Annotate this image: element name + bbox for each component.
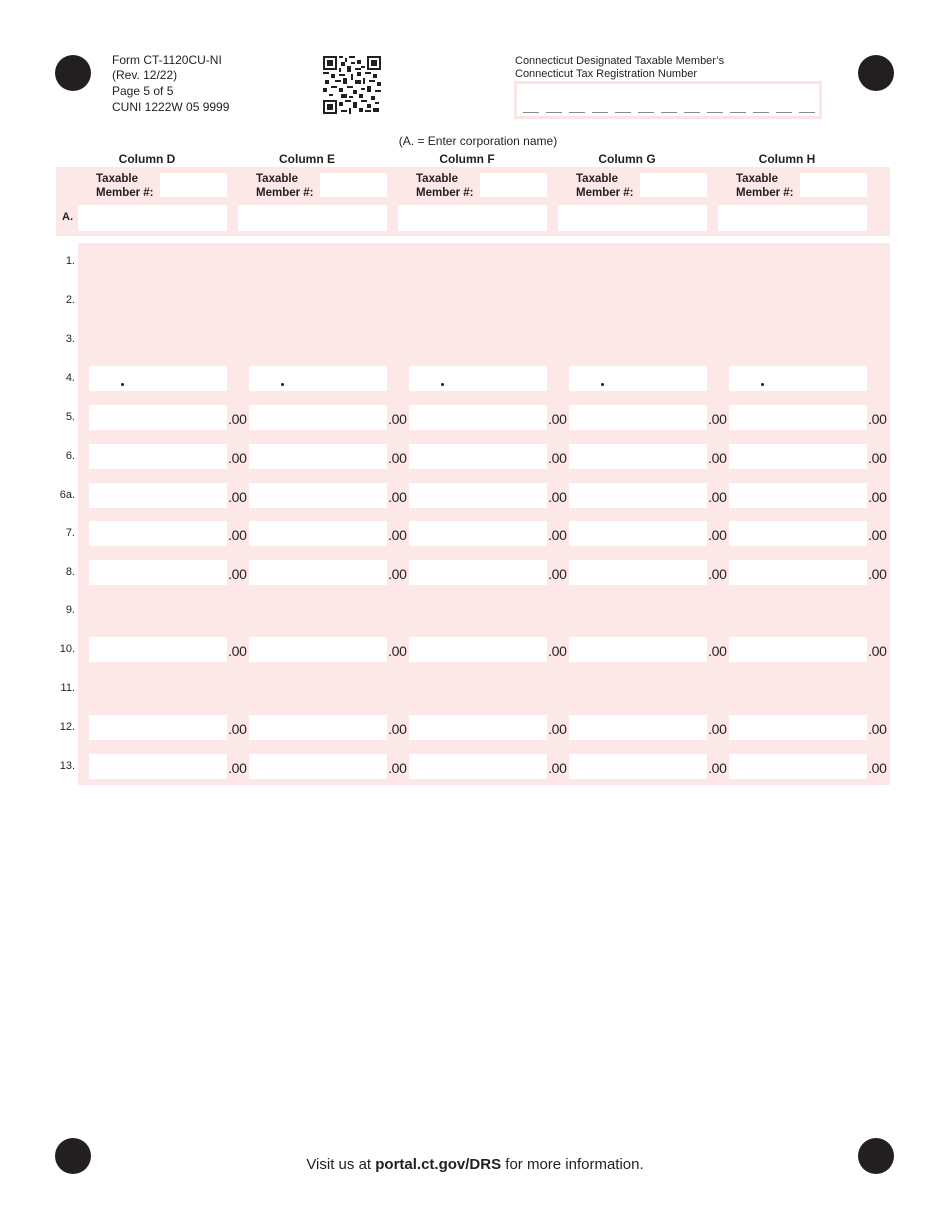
line-12-g-cents: .00: [708, 721, 727, 737]
line-6-d-cents: .00: [228, 450, 247, 466]
decimal-point: [441, 383, 444, 386]
corporation-name-field-f[interactable]: [398, 205, 547, 231]
line-6a-g-field[interactable]: [569, 483, 707, 508]
registration-number-label-line1: Connecticut Designated Taxable Member’s: [515, 55, 725, 67]
line-12-d-cents: .00: [228, 721, 247, 737]
corporation-name-note: (A. = Enter corporation name): [398, 134, 558, 148]
line-number-6: 6.: [65, 450, 75, 462]
footer: [0, 1156, 950, 1173]
line-7-f-cents: .00: [548, 527, 567, 543]
taxable-member-label-g: Taxable Member #:: [576, 173, 634, 199]
corporation-name-field-e[interactable]: [238, 205, 387, 231]
line-6-e-field[interactable]: [249, 444, 387, 469]
line-8-h-cents: .00: [868, 566, 887, 582]
line-5-e-field[interactable]: [249, 405, 387, 430]
line-number-1: 1.: [65, 255, 75, 267]
line-8-d-field[interactable]: [89, 560, 227, 585]
line-6a-f-cents: .00: [548, 489, 567, 505]
taxable-member-label-h: Taxable Member #:: [736, 173, 794, 199]
line-4-e-field[interactable]: [249, 366, 387, 391]
line-13-e-cents: .00: [388, 760, 407, 776]
line-number-11: 11.: [60, 682, 75, 694]
column-header-e: Column E: [279, 152, 335, 166]
column-header-f: Column F: [439, 152, 495, 166]
form-id: Form CT-1120CU-NI: [112, 53, 222, 67]
line-10-e-field[interactable]: [249, 637, 387, 662]
line-6a-d-cents: .00: [228, 489, 247, 505]
footer-url[interactable]: portal.ct.gov/DRS: [375, 1156, 502, 1173]
line-12-e-field[interactable]: [249, 715, 387, 740]
line-7-d-cents: .00: [228, 527, 247, 543]
line-6a-f-field[interactable]: [409, 483, 547, 508]
page-number: Page 5 of 5: [112, 84, 174, 98]
line-12-h-cents: .00: [868, 721, 887, 737]
line-number-8: 8.: [65, 566, 75, 578]
qr-code: [323, 56, 381, 114]
line-5-f-field[interactable]: [409, 405, 547, 430]
line-12-g-field[interactable]: [569, 715, 707, 740]
line-5-d-field[interactable]: [89, 405, 227, 430]
corporation-name-field-g[interactable]: [558, 205, 707, 231]
line-5-f-cents: .00: [548, 411, 567, 427]
line-6-d-field[interactable]: [89, 444, 227, 469]
corporation-name-field-h[interactable]: [718, 205, 867, 231]
line-4-h-field[interactable]: [729, 366, 867, 391]
line-number-3: 3.: [65, 333, 75, 345]
line-13-h-field[interactable]: [729, 754, 867, 779]
line-10-g-field[interactable]: [569, 637, 707, 662]
line-10-f-cents: .00: [548, 643, 567, 659]
registration-number-label-line2: Connecticut Tax Registration Number: [515, 68, 697, 80]
line-5-h-field[interactable]: [729, 405, 867, 430]
taxable-member-field-f[interactable]: [480, 173, 547, 197]
line-8-f-cents: .00: [548, 566, 567, 582]
column-header-g: Column G: [598, 152, 656, 166]
line-6-e-cents: .00: [388, 450, 407, 466]
line-number-13: 13.: [59, 760, 75, 772]
line-number-5: 5.: [65, 411, 75, 423]
decimal-point: [761, 383, 764, 386]
decimal-point: [121, 383, 124, 386]
line-4-f-field[interactable]: [409, 366, 547, 391]
line-6-f-cents: .00: [548, 450, 567, 466]
line-items-band: [78, 243, 890, 785]
line-5-h-cents: .00: [868, 411, 887, 427]
line-6a-g-cents: .00: [708, 489, 727, 505]
line-12-d-field[interactable]: [89, 715, 227, 740]
line-6-h-field[interactable]: [729, 444, 867, 469]
line-5-g-cents: .00: [708, 411, 727, 427]
line-8-g-field[interactable]: [569, 560, 707, 585]
line-10-h-field[interactable]: [729, 637, 867, 662]
row-a-label: A.: [62, 211, 73, 223]
column-header-h: Column H: [758, 152, 816, 166]
line-13-d-field[interactable]: [89, 754, 227, 779]
line-7-g-field[interactable]: [569, 521, 707, 546]
line-7-h-field[interactable]: [729, 521, 867, 546]
line-5-d-cents: .00: [228, 411, 247, 427]
line-7-f-field[interactable]: [409, 521, 547, 546]
line-7-h-cents: .00: [868, 527, 887, 543]
line-5-e-cents: .00: [388, 411, 407, 427]
form-revision: (Rev. 12/22): [112, 68, 178, 82]
line-10-f-field[interactable]: [409, 637, 547, 662]
line-6a-d-field[interactable]: [89, 483, 227, 508]
line-number-7: 7.: [65, 527, 75, 539]
line-6a-h-cents: .00: [868, 489, 887, 505]
line-13-f-field[interactable]: [409, 754, 547, 779]
line-8-e-field[interactable]: [249, 560, 387, 585]
line-13-g-field[interactable]: [569, 754, 707, 779]
line-8-e-cents: .00: [388, 566, 407, 582]
line-10-d-field[interactable]: [89, 637, 227, 662]
line-7-e-cents: .00: [388, 527, 407, 543]
line-7-e-field[interactable]: [249, 521, 387, 546]
line-6-h-cents: .00: [868, 450, 887, 466]
line-13-g-cents: .00: [708, 760, 727, 776]
decimal-point: [281, 383, 284, 386]
footer-suffix: for more information.: [501, 1156, 644, 1173]
line-13-f-cents: .00: [548, 760, 567, 776]
line-7-g-cents: .00: [708, 527, 727, 543]
line-4-d-field[interactable]: [89, 366, 227, 391]
taxable-member-field-d[interactable]: [160, 173, 227, 197]
line-8-d-cents: .00: [228, 566, 247, 582]
line-number-2: 2.: [65, 294, 75, 306]
decimal-point: [601, 383, 604, 386]
line-5-g-field[interactable]: [569, 405, 707, 430]
line-13-d-cents: .00: [228, 760, 247, 776]
taxable-member-label-e: Taxable Member #:: [256, 173, 314, 199]
line-7-d-field[interactable]: [89, 521, 227, 546]
line-12-h-field[interactable]: [729, 715, 867, 740]
registration-mark-top-left: [55, 55, 91, 91]
taxable-member-label-d: Taxable Member #:: [96, 173, 154, 199]
line-8-f-field[interactable]: [409, 560, 547, 585]
line-10-d-cents: .00: [228, 643, 247, 659]
line-10-g-cents: .00: [708, 643, 727, 659]
line-4-g-field[interactable]: [569, 366, 707, 391]
column-header-d: Column D: [118, 152, 176, 166]
registration-mark-top-right: [858, 55, 894, 91]
line-number-4: 4.: [65, 372, 75, 384]
line-10-h-cents: .00: [868, 643, 887, 659]
taxable-member-field-h[interactable]: [800, 173, 867, 197]
line-6-f-field[interactable]: [409, 444, 547, 469]
line-number-12: 12.: [59, 721, 75, 733]
line-8-h-field[interactable]: [729, 560, 867, 585]
line-12-e-cents: .00: [388, 721, 407, 737]
taxable-member-field-e[interactable]: [320, 173, 387, 197]
line-6a-e-field[interactable]: [249, 483, 387, 508]
line-12-f-cents: .00: [548, 721, 567, 737]
taxable-member-label-f: Taxable Member #:: [416, 173, 474, 199]
line-number-6a: 6a.: [59, 489, 75, 501]
line-6-g-cents: .00: [708, 450, 727, 466]
line-8-g-cents: .00: [708, 566, 727, 582]
line-13-h-cents: .00: [868, 760, 887, 776]
footer-prefix: Visit us at: [306, 1156, 376, 1173]
document-code: CUNI 1222W 05 9999: [112, 100, 230, 114]
line-6a-e-cents: .00: [388, 489, 407, 505]
line-6-g-field[interactable]: [569, 444, 707, 469]
line-13-e-field[interactable]: [249, 754, 387, 779]
line-number-9: 9.: [65, 604, 75, 616]
line-6a-h-field[interactable]: [729, 483, 867, 508]
line-number-10: 10.: [59, 643, 75, 655]
line-12-f-field[interactable]: [409, 715, 547, 740]
line-10-e-cents: .00: [388, 643, 407, 659]
corporation-name-field-d[interactable]: [78, 205, 227, 231]
taxable-member-field-g[interactable]: [640, 173, 707, 197]
registration-number-field[interactable]: [514, 81, 822, 119]
